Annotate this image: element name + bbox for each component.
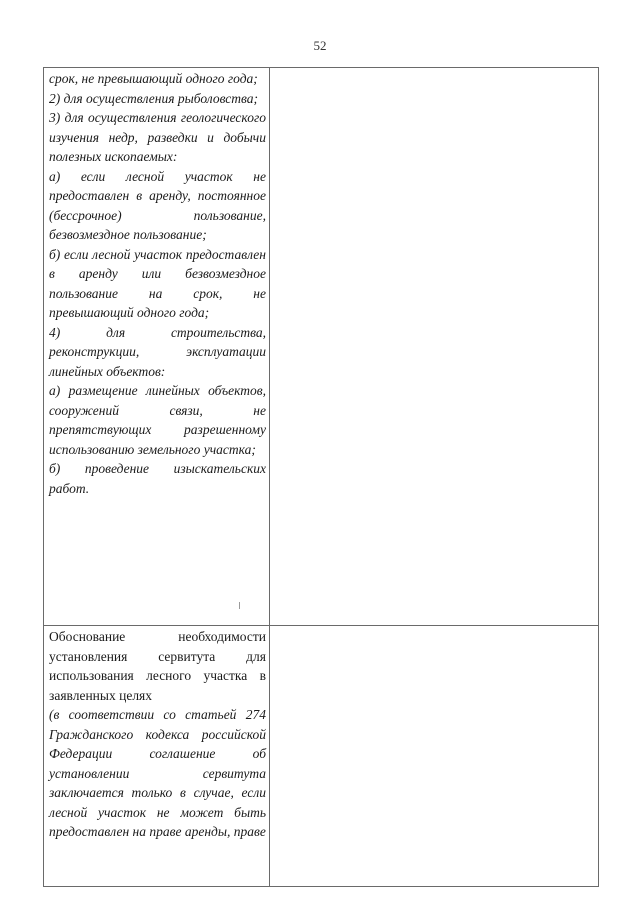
paragraph: 4) для строительства, реконструкции, эксплуатации линейных объектов:: [49, 324, 266, 379]
table-row: [44, 626, 598, 886]
table-cell-rationale: [44, 626, 270, 886]
scan-mark: [239, 602, 240, 609]
document-table: [43, 67, 599, 887]
purposes-text: [44, 68, 269, 498]
rationale-text: [44, 626, 269, 842]
paragraph: а) размещение линейных объектов, сооружений связи, не препятствующих разрешенному использованию земельного участка;: [49, 383, 266, 457]
paragraph: срок, не превышающий одного года;: [49, 71, 258, 86]
rationale-lead: Обоснование необходимости установления сервитута для использования лесного участка в заявленных целях: [49, 629, 266, 703]
table-row: [44, 68, 598, 626]
table-cell-empty: [270, 626, 598, 886]
paragraph: б) проведение изыскательских работ.: [49, 461, 266, 496]
paragraph: а) если лесной участок не предоставлен в аренду, постоянное (бессрочное) пользование, безвозмездное пользование;: [49, 168, 266, 242]
rationale-note: (в соответствии со статьей 274 Гражданского кодекса российской Федерации соглашение об установлении сервитута заключается только в случае, если лесной участок не может быть предоставлен на праве аренды, праве: [49, 707, 266, 839]
paragraph: 2) для осуществления рыболовства;: [49, 90, 259, 106]
page-number: 52: [313, 38, 327, 53]
paragraph: 3) для осуществления геологического изучения недр, разведки и добычи полезных ископаемых:: [49, 110, 266, 164]
table-cell-purposes: [44, 68, 270, 625]
table-cell-empty: [270, 68, 598, 625]
paragraph: б) если лесной участок предоставлен в аренду или безвозмездное пользование на срок, не превышающий одного года;: [49, 246, 266, 320]
